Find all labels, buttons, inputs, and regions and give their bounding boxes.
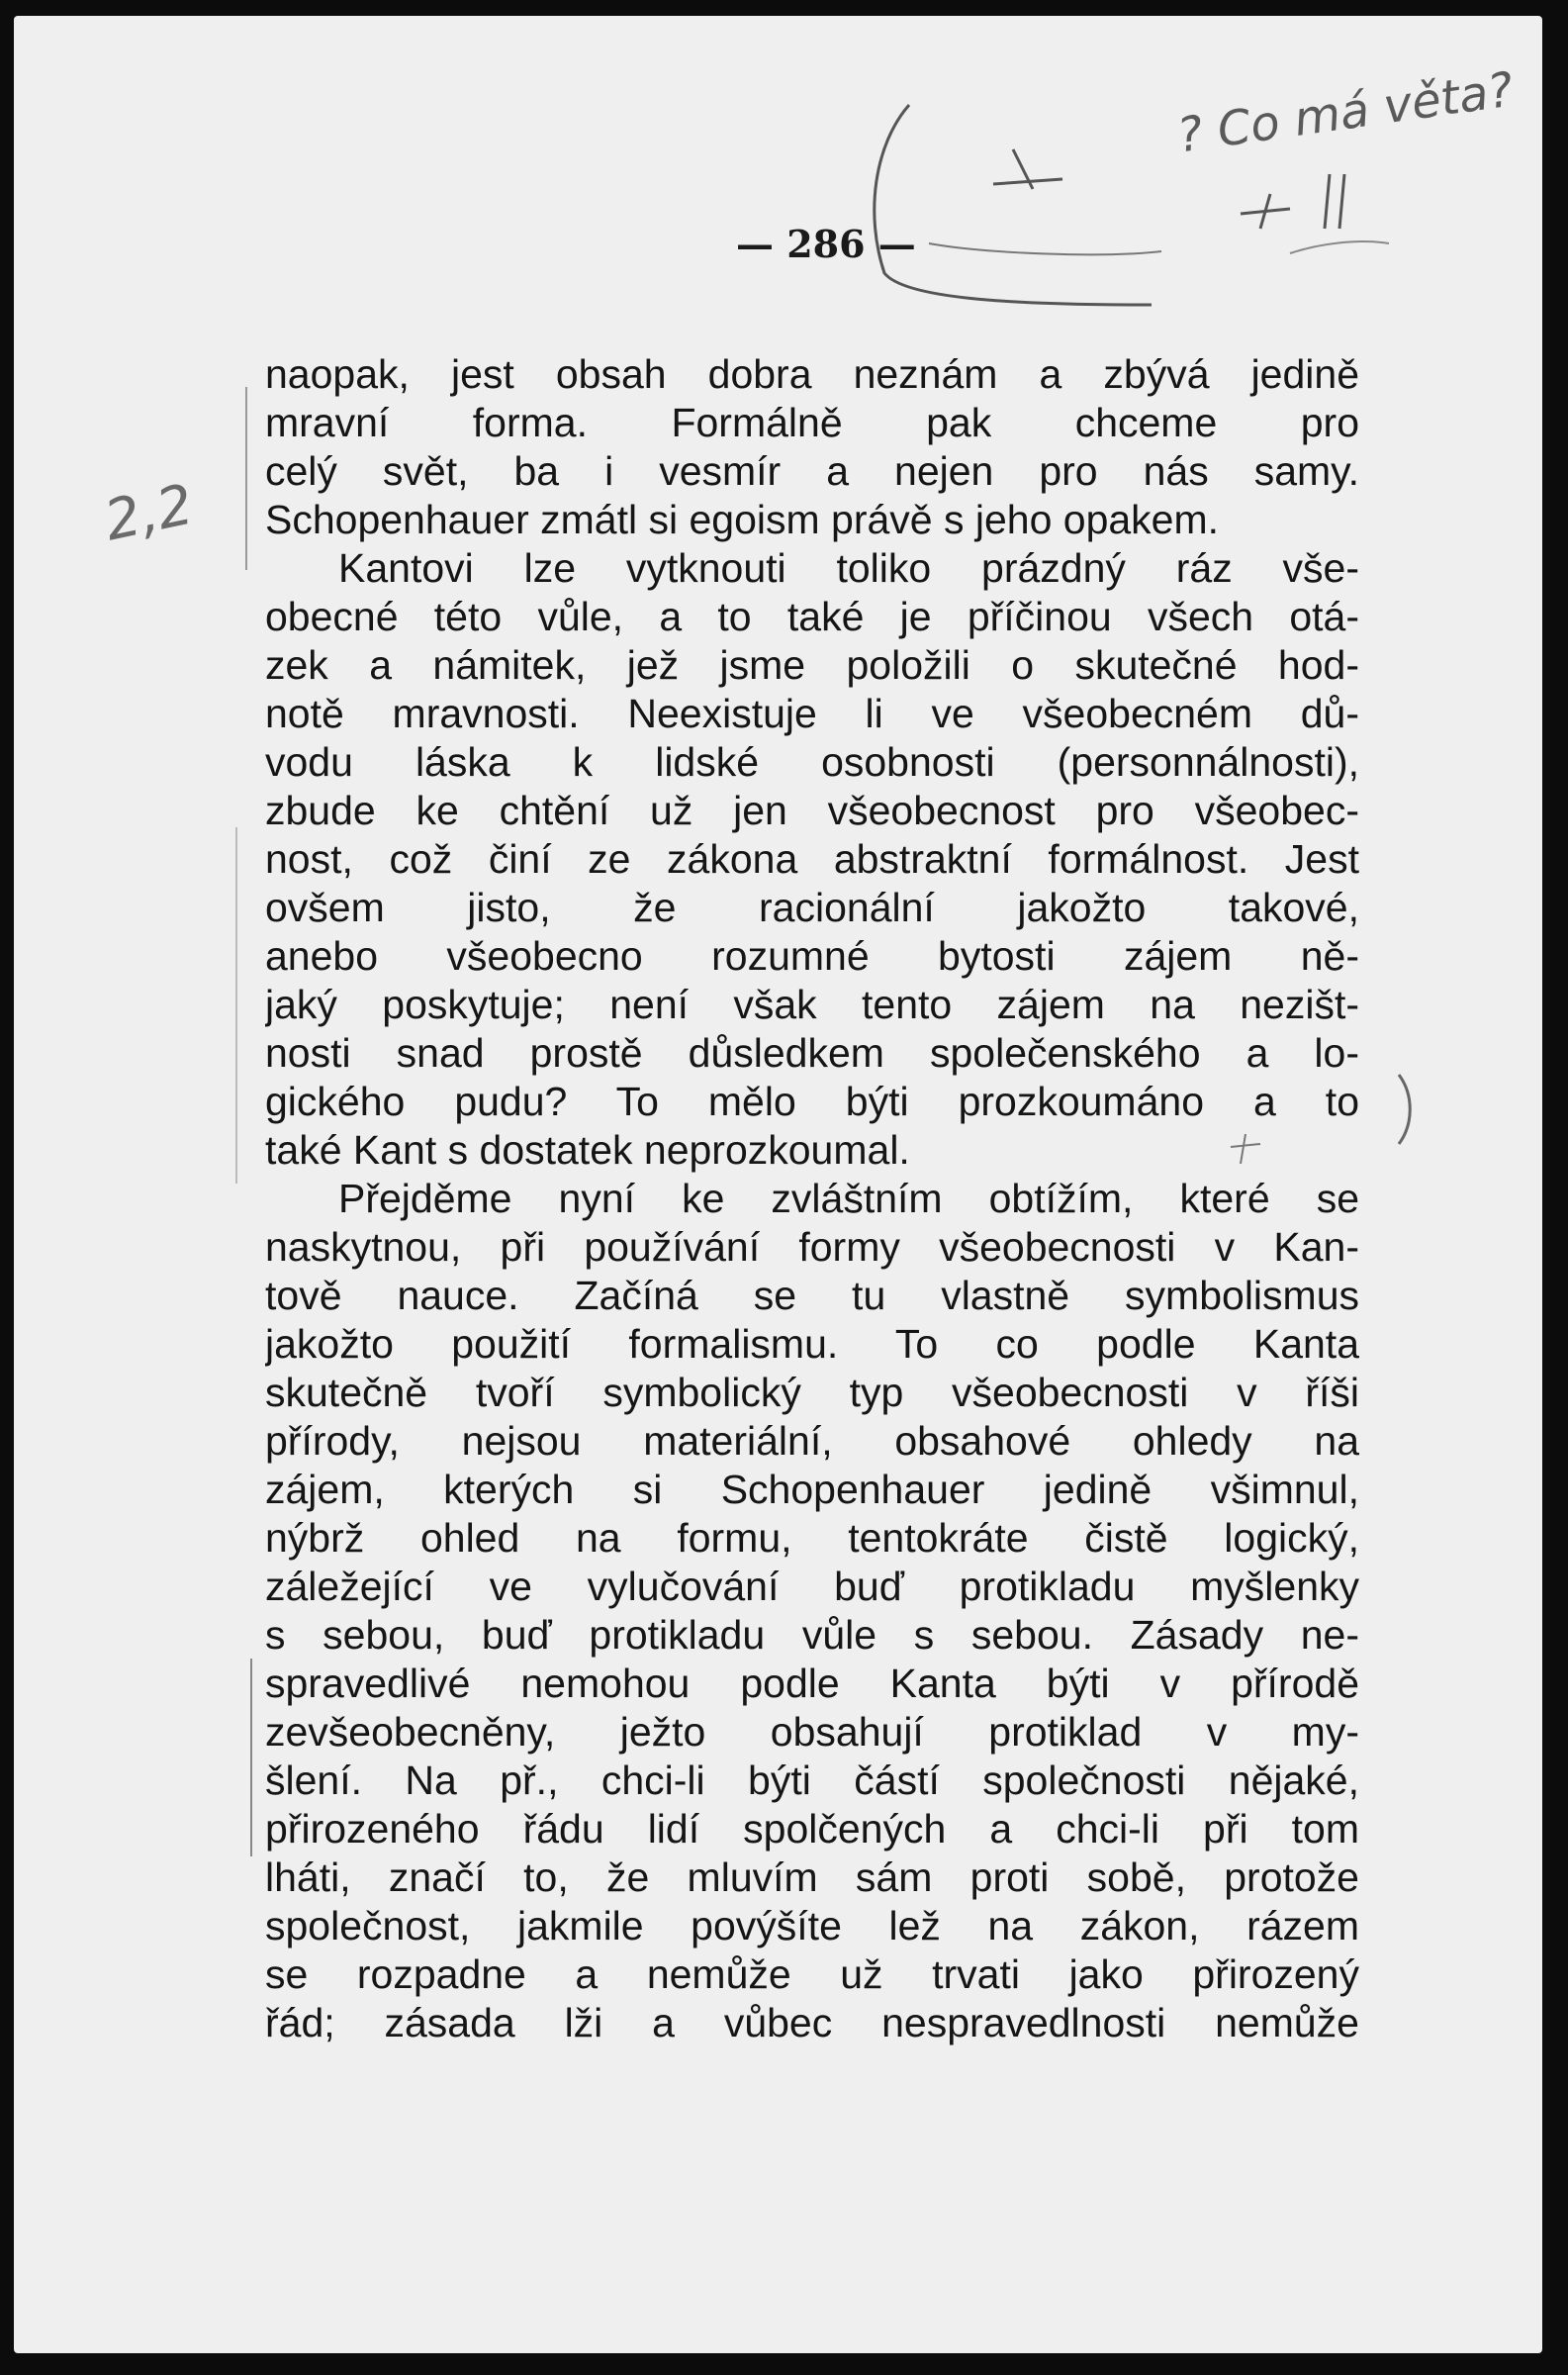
text-line: přirozeného řádu lidí spolčených a chci-li při tom bbox=[265, 1806, 1359, 1852]
text-line: nýbrž ohled na formu, tentokráte čistě logický, bbox=[265, 1515, 1359, 1561]
text-line: společnost, jakmile povýšíte lež na zákon, rázem bbox=[265, 1903, 1359, 1948]
page-number: — 286 — bbox=[736, 222, 916, 266]
text-line: nosti snad prostě důsledkem společenského a lo- bbox=[265, 1030, 1359, 1076]
text-line: se rozpadne a nemůže už trvati jako přirozený bbox=[265, 1951, 1359, 1997]
text-line: Přejděme nyní ke zvláštním obtížím, které se bbox=[338, 1176, 1359, 1221]
text-line: anebo všeobecno rozumné bytosti zájem ně- bbox=[265, 933, 1359, 979]
text-line: naskytnou, při používání formy všeobecnosti v Kan- bbox=[265, 1224, 1359, 1270]
text-line: šlení. Na př., chci-li býti částí společnosti nějaké, bbox=[265, 1758, 1359, 1803]
text-line: nost, což činí ze zákona abstraktní formálnost. Jest bbox=[265, 836, 1359, 882]
text-line: vodu láska k lidské osobnosti (personnálnosti), bbox=[265, 739, 1359, 785]
text-line: obecné této vůle, a to také je příčinou všech otá- bbox=[265, 594, 1359, 639]
text-line: řád; zásada lži a vůbec nespravedlnosti nemůže bbox=[265, 2000, 1359, 2045]
text-line: také Kant s dostatek neprozkoumal. bbox=[265, 1127, 910, 1173]
text-line: zájem, kterých si Schopenhauer jedině všimnul, bbox=[265, 1467, 1359, 1512]
text-line: záležející ve vylučování buď protikladu myšlenky bbox=[265, 1564, 1359, 1609]
text-line: zbude ke chtění už jen všeobecnost pro všeobec- bbox=[265, 788, 1359, 833]
text-line: Kantovi lze vytknouti toliko prázdný ráz vše- bbox=[338, 545, 1359, 591]
text-line: jakožto použití formalismu. To co podle Kanta bbox=[265, 1321, 1359, 1367]
text-line: tově nauce. Začíná se tu vlastně symbolismus bbox=[265, 1273, 1359, 1318]
body-text bbox=[265, 350, 1359, 2047]
text-line: naopak, jest obsah dobra neznám a zbývá jedině bbox=[265, 351, 1359, 397]
text-line: ovšem jisto, že racionální jakožto takové, bbox=[265, 885, 1359, 930]
book-page bbox=[14, 16, 1542, 2353]
text-line: celý svět, ba i vesmír a nejen pro nás samy. bbox=[265, 448, 1359, 494]
text-line: zek a námitek, jež jsme položili o skutečné hod- bbox=[265, 642, 1359, 688]
handwritten-note-left: 2,2 bbox=[99, 472, 199, 554]
text-line: s sebou, buď protikladu vůle s sebou. Zásady ne- bbox=[265, 1612, 1359, 1658]
text-line: notě mravnosti. Neexistuje li ve všeobecném dů- bbox=[265, 691, 1359, 736]
handwritten-note-top: ? Co má věta? bbox=[1173, 61, 1518, 164]
text-line: skutečně tvoří symbolický typ všeobecnosti v říši bbox=[265, 1370, 1359, 1415]
text-line: mravní forma. Formálně pak chceme pro bbox=[265, 400, 1359, 445]
text-line: gického pudu? To mělo býti prozkoumáno a to bbox=[265, 1079, 1359, 1124]
text-line: jaký poskytuje; není však tento zájem na nezišt- bbox=[265, 982, 1359, 1027]
text-line: lháti, značí to, že mluvím sám proti sobě, protože bbox=[265, 1854, 1359, 1900]
text-line: zevšeobecněny, ježto obsahují protiklad v my- bbox=[265, 1709, 1359, 1755]
text-line: přírody, nejsou materiální, obsahové ohledy na bbox=[265, 1418, 1359, 1464]
text-line: Schopenhauer zmátl si egoism právě s jeho opakem. bbox=[265, 497, 1220, 542]
text-line: spravedlivé nemohou podle Kanta býti v přírodě bbox=[265, 1661, 1359, 1706]
